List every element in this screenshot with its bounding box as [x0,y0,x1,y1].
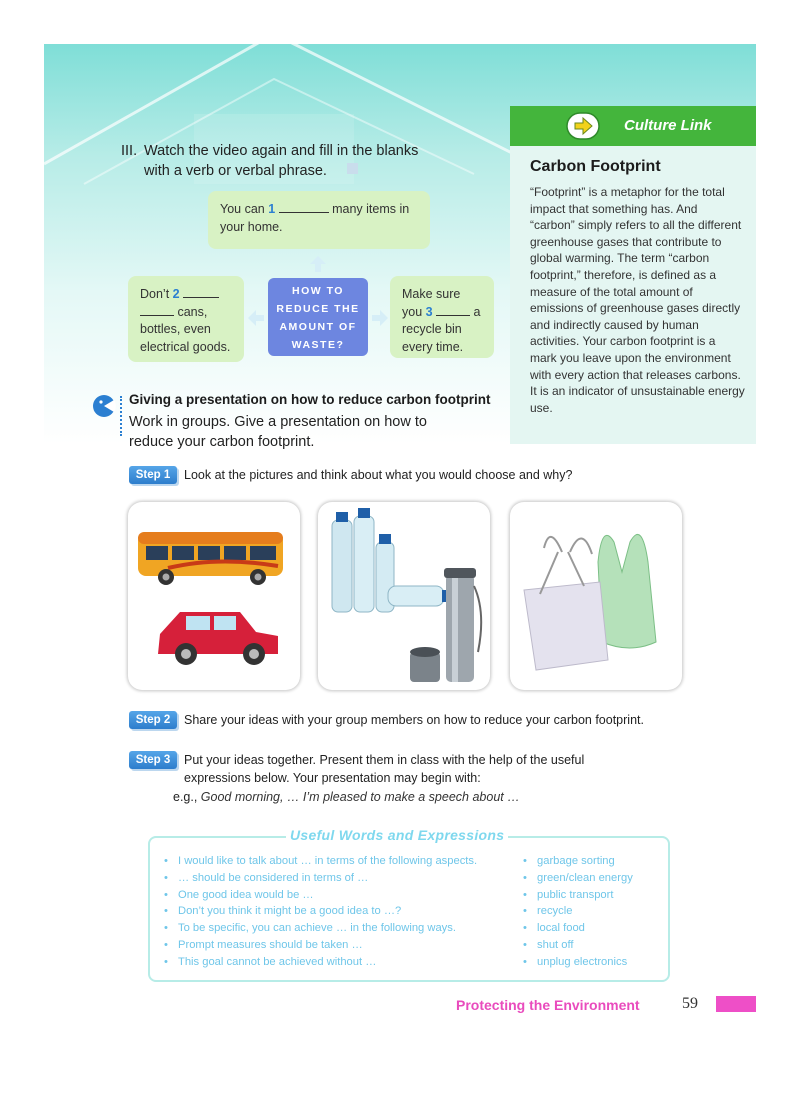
marker-square [347,163,358,174]
unit-title: Protecting the Environment [456,997,640,1013]
blank-3[interactable] [436,304,470,316]
blank-1[interactable] [279,201,329,213]
picture-water-bottles [318,502,490,690]
culture-link-label: Culture Link [624,117,712,134]
culture-title: Carbon Footprint [530,158,661,175]
step-2-badge: Step 2 [129,711,177,729]
example-text: Good morning, … I’m pleased to make a speech about … [200,790,520,804]
center-line: AMOUNT OF [279,321,357,333]
mindmap-box-left [128,276,244,362]
blank-2a[interactable] [183,286,219,298]
arrow-up-icon [309,255,327,273]
culture-link-header [510,106,756,146]
page-tab-marker [716,996,756,1012]
center-line: HOW TO [292,285,344,297]
box-text: You can [220,202,269,216]
list-item: • Don’t you think it might be a good idea to …? [164,903,477,920]
list-item: • This goal cannot be achieved without … [164,954,477,971]
list-item: • Prompt measures should be taken … [164,937,477,954]
blank-number-2: 2 [172,287,180,301]
list-item: • I would like to talk about … in terms of the following aspects. [164,853,477,870]
blank-number-3: 3 [425,304,433,319]
mindmap-center [268,278,368,356]
step-3-text: Put your ideas together. Present them in class with the help of the useful expressions below. Your presentation may begin with: [184,753,585,785]
presentation-subtitle: Work in groups. Give a presentation on how to reduce your carbon footprint. [129,414,427,450]
exercise-instruction: Watch the video again and fill in the blanks with a verb or verbal phrase. [144,143,419,179]
mindmap-box-right [390,276,494,358]
culture-body: “Footprint” is a metaphor for the total impact that something has. And “carbon” simply refers to all the different greenhouse gases that contribute to global warming. The term “carbon footprint,” therefore, is defined as a measure of the total amount of emissions of greenhouse gases directly and indirectly caused by human activities. Your carbon footprint is a mark you leave upon the environment with every action that releases carbons. It is an indicator of unsustainable energy use. [530,185,745,415]
list-item: • garbage sorting [523,853,633,870]
list-item: • One good idea would be … [164,887,477,904]
bags-illustration [510,502,682,690]
bottles-illustration [318,502,490,690]
list-item: • … should be considered in terms of … [164,870,477,887]
culture-link-panel [510,106,756,444]
presentation-title: Giving a presentation on how to reduce carbon footprint [129,392,491,407]
center-line: WASTE? [291,339,345,351]
exercise-number: III. [121,143,138,159]
arrow-right-icon [371,309,389,327]
blank-2b[interactable] [140,304,174,316]
arrow-go-icon [566,112,600,140]
speaking-icon [92,394,116,418]
mindmap-box-top [208,191,430,249]
page-number: 59 [682,995,698,1012]
step-1-badge: Step 1 [129,466,177,484]
box-text: many items in your home. [220,202,410,234]
blank-number-1: 1 [268,202,276,216]
list-item: • unplug electronics [523,954,633,971]
box-text: Make sure you [402,287,461,319]
list-item: • To be specific, you can achieve … in the following ways. [164,920,477,937]
example-line [173,790,520,804]
step-1-text: Look at the pictures and think about what you would choose and why? [184,468,573,482]
box-text: Don’t [140,287,173,301]
box-text: a recycle bin every time. [402,304,481,354]
center-line: REDUCE THE [276,303,360,315]
list-item: • green/clean energy [523,870,633,887]
arrow-left-icon [247,309,265,327]
picture-bags [510,502,682,690]
list-item: • public transport [523,887,633,904]
box-text: cans, bottles, even electrical goods. [140,304,231,354]
useful-expressions-title: Useful Words and Expressions [286,827,508,843]
step-2-text: Share your ideas with your group members on how to reduce your carbon footprint. [184,713,644,727]
list-item: • recycle [523,903,633,920]
list-item: • local food [523,920,633,937]
list-item: • shut off [523,937,633,954]
step-3-badge: Step 3 [129,751,177,769]
example-prefix: e.g., [173,790,201,804]
words-list [523,853,633,971]
bus-car-illustration [128,502,300,690]
picture-bus-and-car [128,502,300,690]
expressions-list [164,853,477,971]
dotted-divider [120,396,123,436]
